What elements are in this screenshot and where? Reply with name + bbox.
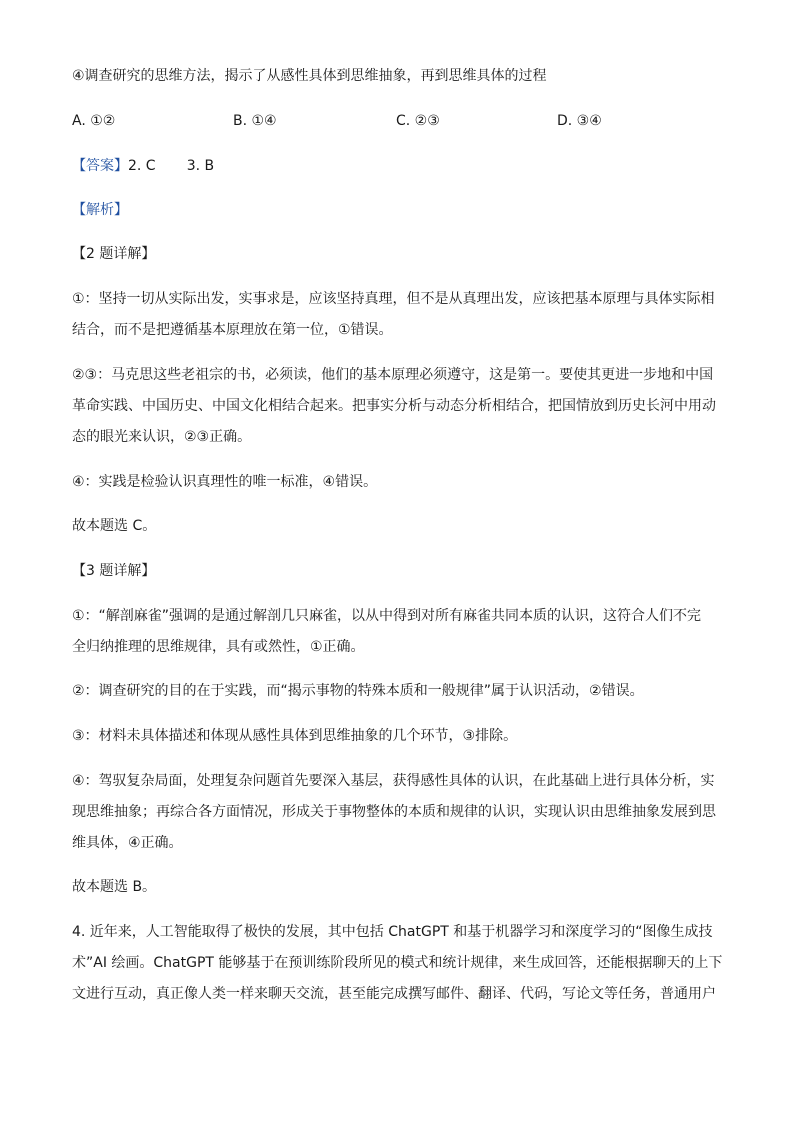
q3-point-4-line-2: 现思维抽象；再综合各方面情况，形成关于事物整体的本质和规律的认识，实现认识由思维抽象发展到思 bbox=[72, 804, 716, 820]
q4-stem-line-3: 文进行互动，真正像人类一样来聊天交流，甚至能完成撰写邮件、翻译、代码，写论文等任务，普通用户 bbox=[72, 986, 716, 1002]
q2-point-23-line-3: 态的眼光来认识，②③正确。 bbox=[72, 429, 252, 445]
q3-point-1-line-1: ①：“解剖麻雀”强调的是通过解剖几只麻雀，以从中得到对所有麻雀共同本质的认识，这符合人们不完 bbox=[72, 608, 702, 624]
q2-point-23-line-1: ②③：马克思这些老祖宗的书，必须读，他们的基本原理必须遵守，这是第一。要使其更进一步地和中国 bbox=[72, 367, 714, 383]
q2-point-1-line-2: 结合，而不是把遵循基本原理放在第一位，①错误。 bbox=[72, 322, 393, 338]
q2-detail-heading: 【2 题详解】 bbox=[72, 246, 156, 262]
answer-tag: 【答案】 bbox=[72, 158, 128, 174]
q3-point-1-line-2: 全归纳推理的思维规律，具有或然性，①正确。 bbox=[72, 639, 365, 655]
q4-stem-line-1: 4. 近年来，人工智能取得了极快的发展，其中包括 ChatGPT 和基于机器学习和深度学习的“图像生成技 bbox=[72, 924, 713, 940]
q3-point-4-line-1: ④：驾驭复杂局面，处理复杂问题首先要深入基层，获得感性具体的认识，在此基础上进行具体分析，实 bbox=[72, 773, 715, 789]
q3-detail-heading: 【3 题详解】 bbox=[72, 563, 156, 579]
q3-point-4-line-3: 维具体，④正确。 bbox=[72, 835, 183, 851]
answer-values: 2. C 3. B bbox=[128, 158, 215, 174]
analysis-tag: 【解析】 bbox=[72, 202, 128, 218]
q2-conclusion: 故本题选 C。 bbox=[72, 518, 157, 534]
q2-point-4: ④：实践是检验认识真理性的唯一标准，④错误。 bbox=[72, 474, 378, 490]
q3-point-3: ③：材料未具体描述和体现从感性具体到思维抽象的几个环节，③排除。 bbox=[72, 728, 518, 744]
q2-point-23-line-2: 革命实践、中国历史、中国文化相结合起来。把事实分析与动态分析相结合，把国情放到历史长河中用动 bbox=[72, 398, 716, 414]
q3-point-2: ②：调查研究的目的在于实践，而“揭示事物的特殊本质和一般规律”属于认识活动，②错误。 bbox=[72, 683, 644, 699]
answer-line bbox=[72, 155, 722, 177]
choice-b: B. ①④ bbox=[233, 113, 277, 129]
choice-d: D. ③④ bbox=[557, 113, 602, 129]
option-line-4: ④调查研究的思维方法，揭示了从感性具体到思维抽象，再到思维具体的过程 bbox=[72, 68, 547, 84]
choice-c: C. ②③ bbox=[396, 113, 440, 129]
q3-conclusion: 故本题选 B。 bbox=[72, 879, 157, 895]
q2-point-1-line-1: ①：坚持一切从实际出发，实事求是，应该坚持真理，但不是从真理出发，应该把基本原理与具体实际相 bbox=[72, 291, 715, 307]
q4-stem-line-2: 术”AI 绘画。ChatGPT 能够基于在预训练阶段所见的模式和统计规律，来生成回答，还能根据聊天的上下 bbox=[72, 955, 723, 971]
choice-a: A. ①② bbox=[72, 113, 116, 129]
